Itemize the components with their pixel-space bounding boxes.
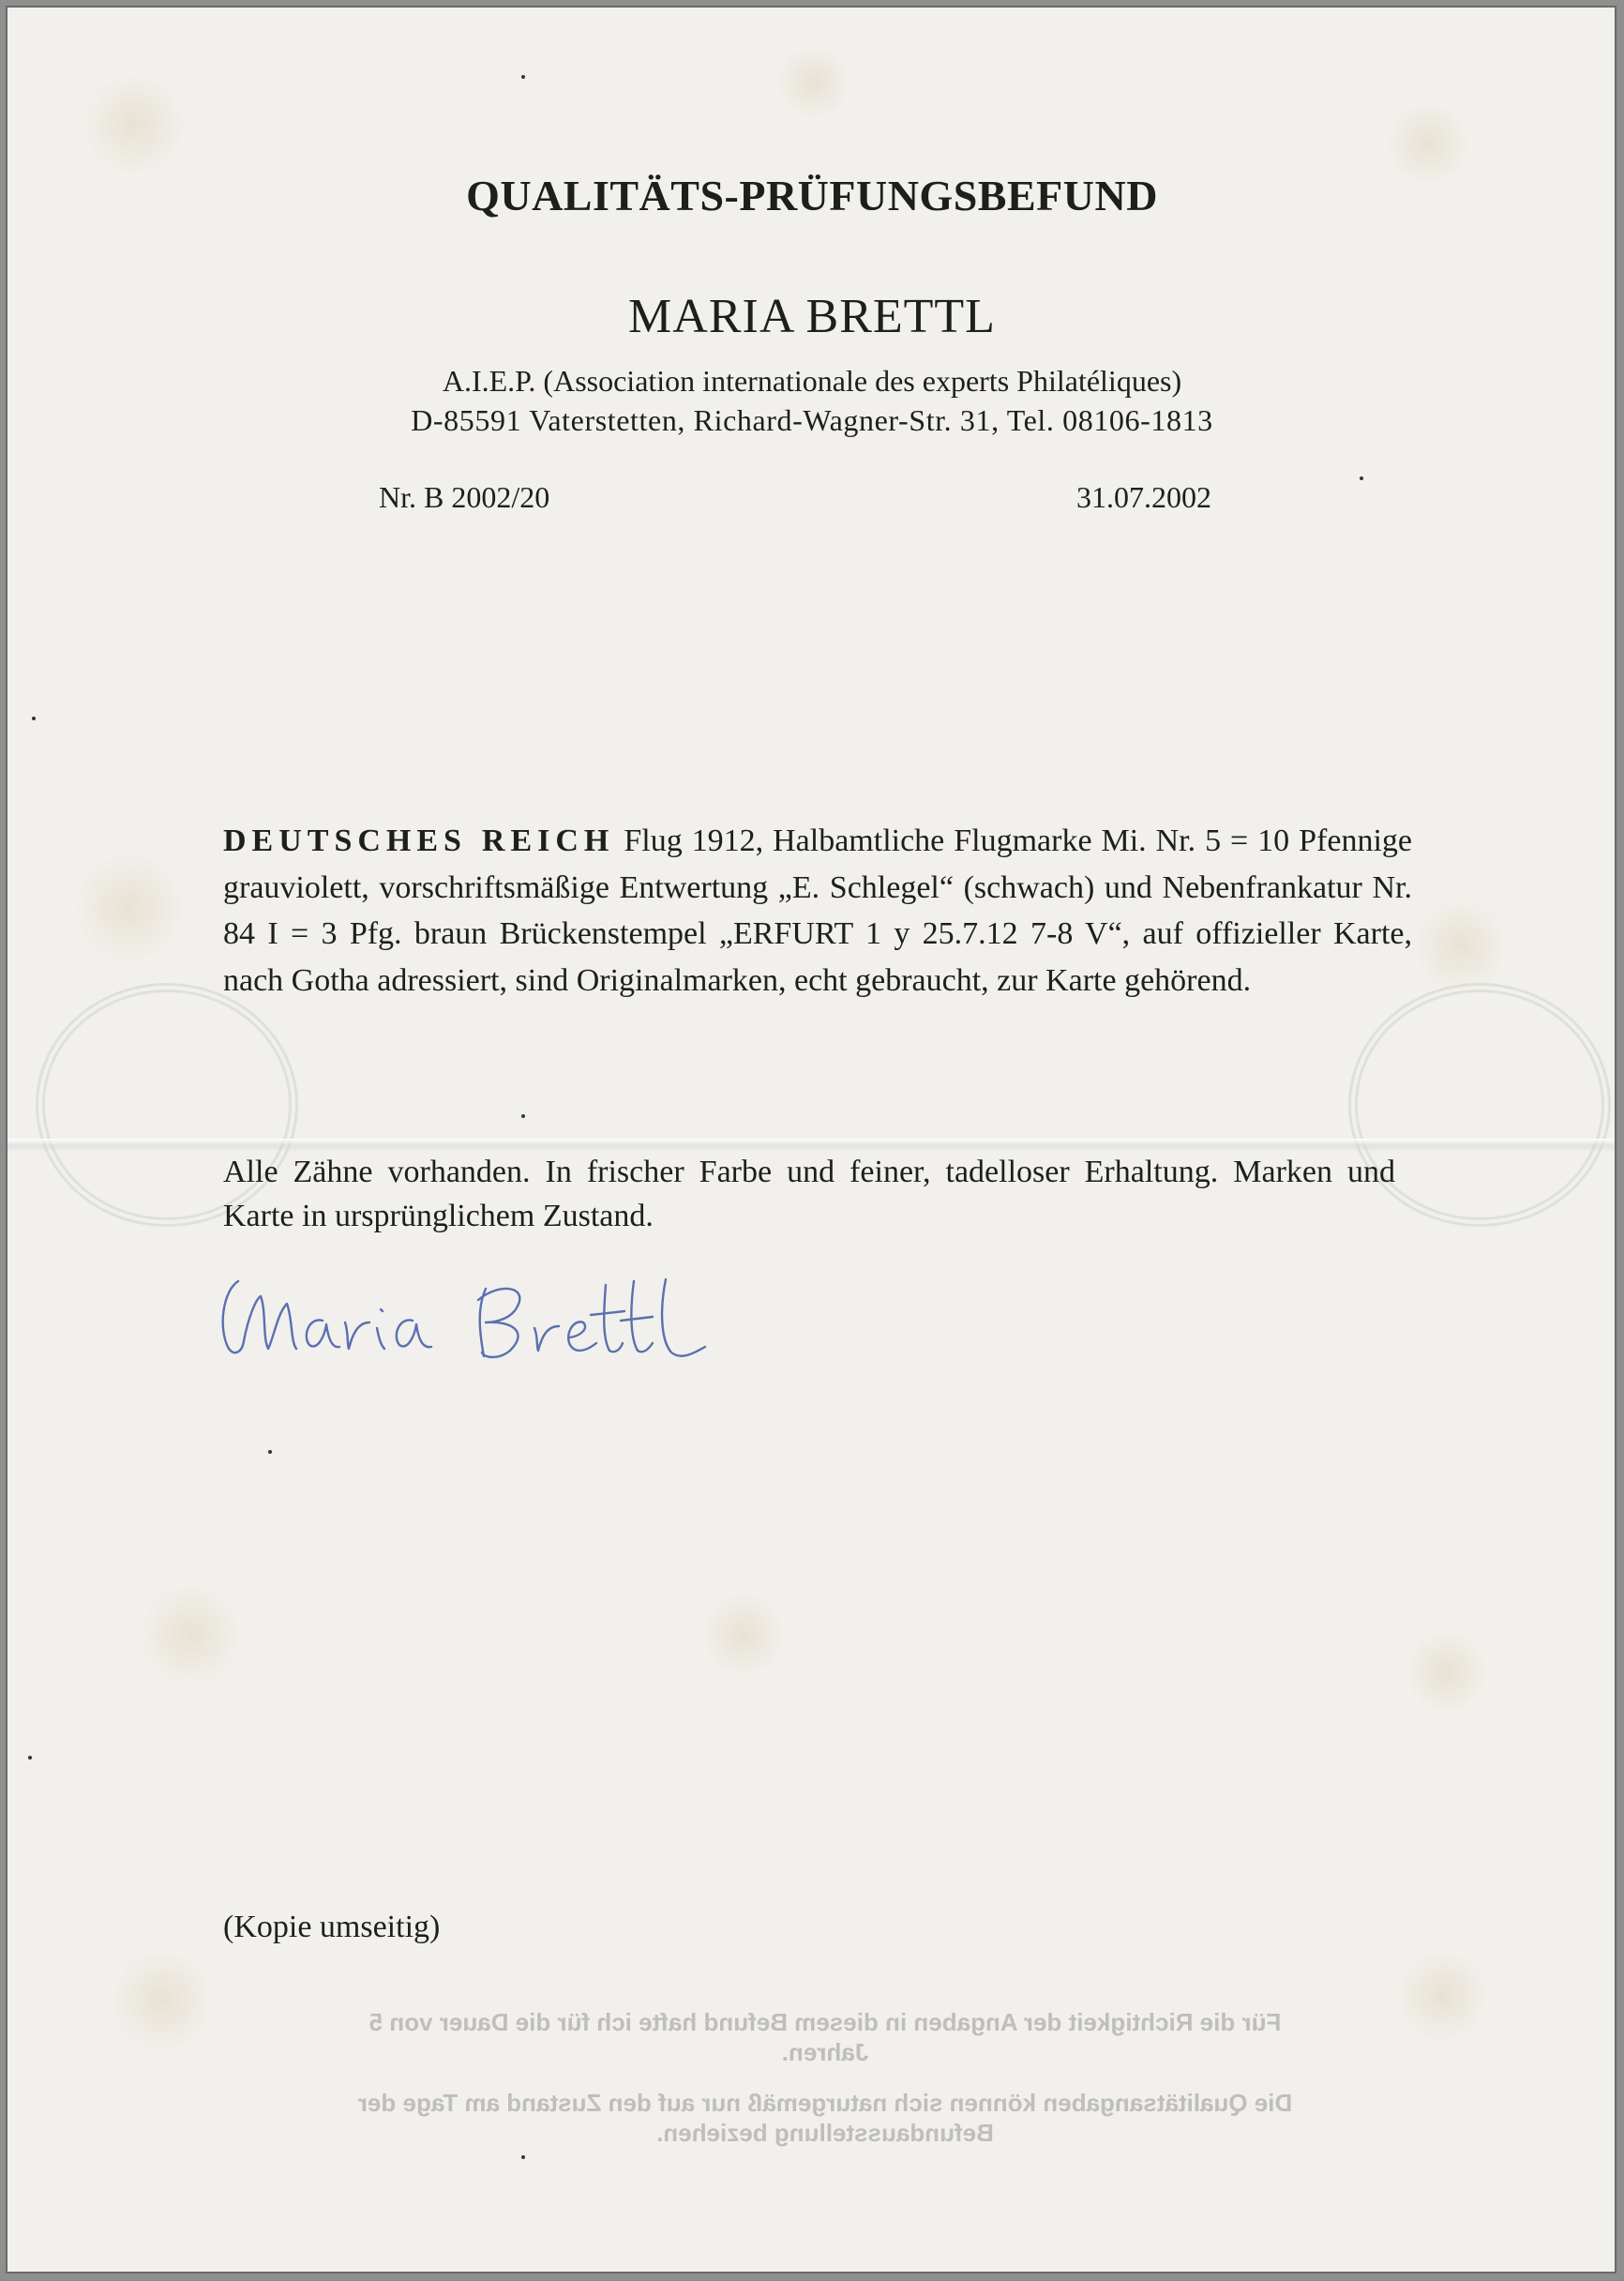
copy-note: (Kopie umseitig): [223, 1910, 441, 1944]
paper-stain: [701, 1593, 786, 1677]
paper-stain: [83, 73, 186, 176]
paper-stain: [1405, 1630, 1489, 1715]
paper-speck: [32, 717, 36, 720]
paper-stain: [139, 1583, 242, 1686]
stamp-description: [223, 818, 1412, 1004]
certificate-title: QUALITÄTS-PRÜFUNGSBEFUND: [466, 172, 1158, 219]
paper-speck: [268, 1450, 272, 1454]
paper-speck: [521, 1114, 525, 1118]
reverse-text-liability: Für die Richtigkeit der Angaben in diesem Befund hafte ich für die Dauer von 5 Jahren.: [368, 2008, 1282, 2066]
paper-stain: [111, 1949, 214, 2052]
country-heading: DEUTSCHES REICH: [223, 823, 615, 858]
paper-speck: [28, 1756, 32, 1760]
handwritten-signature: [212, 1262, 718, 1366]
reverse-text-quality: Die Qualitätsangaben können sich naturgemäß nur auf den Zustand am Tage der Befundausstellung beziehen.: [357, 2089, 1293, 2147]
paper-stain: [1414, 899, 1508, 992]
paper-speck: [1360, 476, 1363, 480]
association-line: A.I.E.P. (Association internationale des experts Philatéliques): [442, 364, 1182, 398]
paper-stain: [73, 852, 186, 964]
description-text: Flug 1912, Halbamtliche Flugmarke Mi. Nr. 5 = 10 Pfennige grauviolett, vorschriftsmäßige Entwertung „E. Schlegel“ (schwach) und Nebenfrankatur Nr. 84 I = 3 Pfg. braun Brückenstempel „ERFURT 1 y 25.7.12 7-8 V“, auf offizieller Karte, nach Gotha adressiert, sind Originalmarken, echt gebraucht, zur Karte gehörend.: [223, 823, 1413, 998]
address-line: D-85591 Vaterstetten, Richard-Wagner-Str. 31, Tel. 08106-1813: [411, 403, 1213, 437]
certificate-number: Nr. B 2002/20: [379, 480, 550, 514]
condition-statement: Alle Zähne vorhanden. In frischer Farbe und feiner, tadelloser Erhaltung. Marken und Karte in ursprünglichem Zustand.: [223, 1155, 1395, 1233]
reverse-side-bleedthrough: [328, 2007, 1322, 2168]
expert-name: MARIA BRETTL: [628, 290, 996, 343]
certificate-date: 31.07.2002: [1076, 480, 1211, 514]
paper-stain: [1395, 1949, 1489, 2043]
paper-speck: [521, 75, 525, 79]
paper-stain: [776, 45, 851, 120]
